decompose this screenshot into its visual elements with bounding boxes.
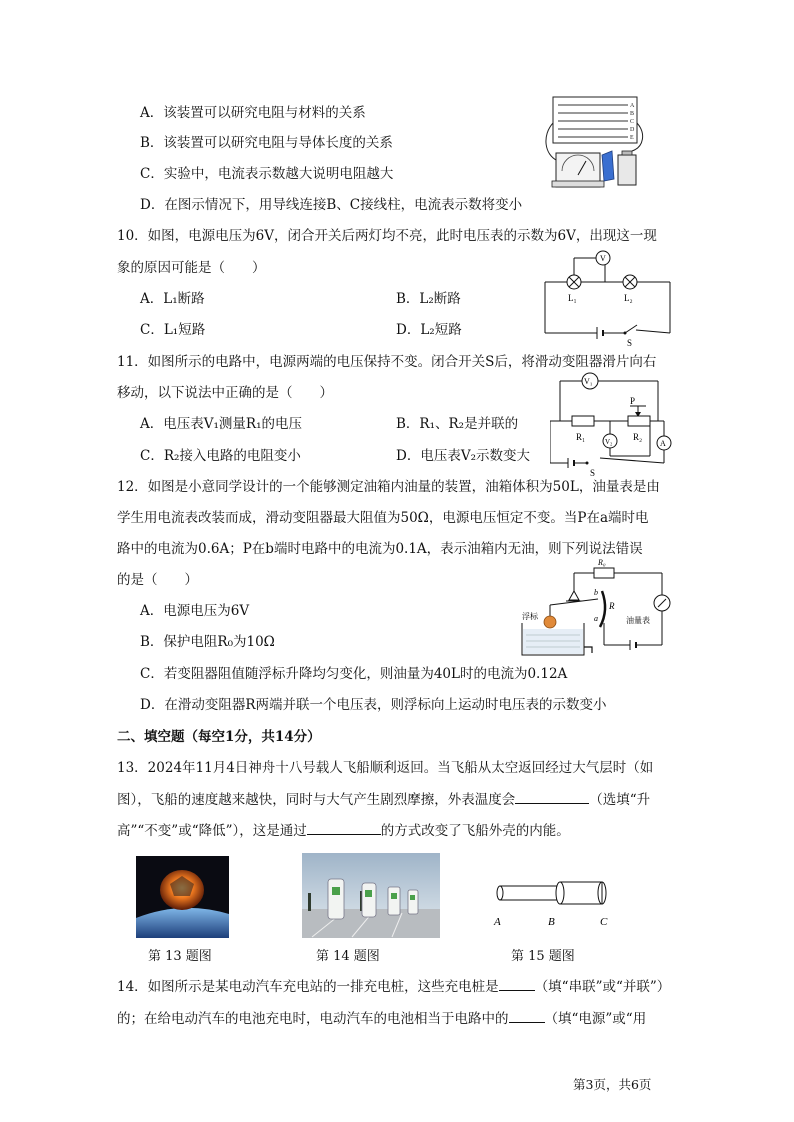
q11-v1-label: V₁	[584, 377, 593, 386]
q9-resistance-board-figure	[540, 95, 650, 193]
q9-option-c: C．实验中，电流表示数越大说明电阻越大	[140, 166, 394, 182]
q12-stem-line4: 的是（ ）	[117, 572, 198, 588]
q12-stem-line2: 学生用电流表改装而成，滑动变阻器最大阻值为50Ω，电源电压恒定不变。当P在a端时电	[117, 510, 649, 526]
q14-line2-text-b: （填“电源”或“用	[544, 1011, 647, 1027]
fig15-label-b: B	[548, 916, 555, 928]
q10-option-a: A．L₁断路	[140, 291, 205, 307]
q12-end-a-label: a	[594, 614, 598, 623]
fig15-conductor-figure	[490, 880, 620, 930]
q9-terminal-b: B	[630, 111, 635, 117]
page-footer: 第3页，共6页	[573, 1077, 652, 1092]
q9-option-b: B．该装置可以研究电阻与导体长度的关系	[140, 135, 393, 151]
q10-option-b: B．L₂断路	[396, 291, 461, 307]
q11-stem-line1: 11．如图所示的电路中，电源两端的电压保持不变。闭合开关S后，将滑动变阻器滑片向右	[117, 354, 657, 370]
q11-v2-label: V₂	[605, 438, 613, 446]
q14-line2	[117, 1008, 646, 1029]
q11-option-a: A．电压表V₁测量R₁的电压	[140, 416, 302, 432]
q13-line2-text-b: （选填“升	[589, 792, 651, 808]
q10-stem-line1: 10．如图，电源电压为6V，闭合开关后两灯均不亮，此时电压表的示数为6V，出现这一现	[117, 228, 657, 244]
q10-l2-label: L₂	[624, 293, 633, 303]
q12-option-a: A．电源电压为6V	[140, 603, 250, 619]
q11-option-d: D．电压表V₂示数变大	[396, 448, 530, 464]
q11-r1-label: R₁	[576, 432, 586, 442]
q11-circuit-figure	[550, 366, 680, 478]
q12-fuel-gauge-figure	[514, 555, 674, 665]
q10-switch-label: S	[627, 338, 633, 346]
q9-terminal-c: C	[630, 119, 635, 125]
q10-voltmeter-label: V	[600, 254, 606, 263]
q11-r2-label: R₂	[633, 432, 643, 442]
q12-end-b-label: b	[594, 588, 598, 597]
q10-option-d: D．L₂短路	[396, 322, 462, 338]
q12-option-c: C．若变阻器阻值随浮标升降均匀变化，则油量为40L时的电流为0.12A	[140, 666, 568, 682]
fig13-spacecraft-reentry-image	[136, 856, 229, 938]
q9-option-d: D．在图示情况下，用导线连接B、C接线柱，电流表示数将变小	[140, 197, 523, 213]
q14-line1-text-b: （填“串联”或“并联”）	[534, 979, 671, 995]
q13-line3-text-a: 高”“不变”或“降低”），这是通过	[117, 823, 307, 839]
q14-line1-text-a: 14．如图所示是某电动汽车充电站的一排充电桩，这些充电桩是	[117, 979, 499, 995]
q11-switch-label: S	[590, 468, 596, 478]
q13-line2	[117, 789, 650, 810]
q11-ammeter-label: A	[660, 439, 666, 448]
q14-blank-1[interactable]	[499, 976, 535, 991]
q12-r0-label: R₀	[598, 558, 606, 567]
q14-line2-text-a: 的；在给电动汽车的电池充电时，电动汽车的电池相当于电路中的	[117, 1011, 509, 1027]
q14-line1	[117, 976, 670, 997]
section-2-heading: 二、填空题（每空1分，共14分）	[117, 729, 321, 745]
q12-r-label: R	[609, 601, 615, 611]
q13-line2-text-a: 图），飞船的速度越来越快，同时与大气产生剧烈摩擦，外表温度会	[117, 792, 516, 808]
q13-line1: 13．2024年11月4日神舟十八号载人飞船顺利返回。当飞船从太空返回经过大气层时（如	[117, 760, 654, 776]
q13-line3-text-b: 的方式改变了飞船外壳的内能。	[380, 823, 570, 839]
q9-terminal-d: D	[630, 127, 635, 133]
q10-option-c: C．L₁短路	[140, 322, 206, 338]
q13-blank-1[interactable]	[515, 789, 589, 804]
q12-float-label: 浮标	[522, 612, 538, 621]
fig15-caption: 第 15 题图	[511, 949, 575, 964]
q12-stem-line1: 12．如图是小意同学设计的一个能够测定油箱内油量的装置，油箱体积为50L，油量表是由	[117, 479, 660, 495]
fig13-caption: 第 13 题图	[148, 949, 212, 964]
fig14-charging-station-image	[302, 853, 440, 938]
q10-circuit-figure	[540, 246, 675, 346]
q14-blank-2[interactable]	[509, 1008, 545, 1023]
q13-blank-2[interactable]	[307, 820, 381, 835]
q12-option-d: D．在滑动变阻器R两端并联一个电压表，则浮标向上运动时电压表的示数变小	[140, 697, 607, 713]
q9-terminal-e: E	[630, 135, 634, 141]
fig15-label-a: A	[494, 916, 501, 928]
q12-meter-label: 油量表	[626, 616, 650, 625]
fig15-label-c: C	[600, 916, 608, 928]
q11-option-b: B．R₁、R₂是并联的	[396, 416, 519, 432]
fig14-caption: 第 14 题图	[316, 949, 380, 964]
q10-l1-label: L₁	[568, 293, 577, 303]
q11-stem-line2: 移动，以下说法中正确的是（ ）	[117, 385, 333, 401]
q9-terminal-a: A	[630, 103, 635, 109]
q11-option-c: C．R₂接入电路的电阻变小	[140, 448, 301, 464]
q12-option-b: B．保护电阻R₀为10Ω	[140, 634, 275, 650]
q10-stem-line2: 象的原因可能是（ ）	[117, 260, 266, 276]
q9-option-a: A．该装置可以研究电阻与材料的关系	[140, 105, 366, 121]
q12-stem-line3: 路中的电流为0.6A；P在b端时电路中的电流为0.1A，表示油箱内无油，则下列说法错误	[117, 541, 643, 557]
q13-line3	[117, 820, 570, 841]
q11-slider-p-label: P	[630, 396, 636, 406]
